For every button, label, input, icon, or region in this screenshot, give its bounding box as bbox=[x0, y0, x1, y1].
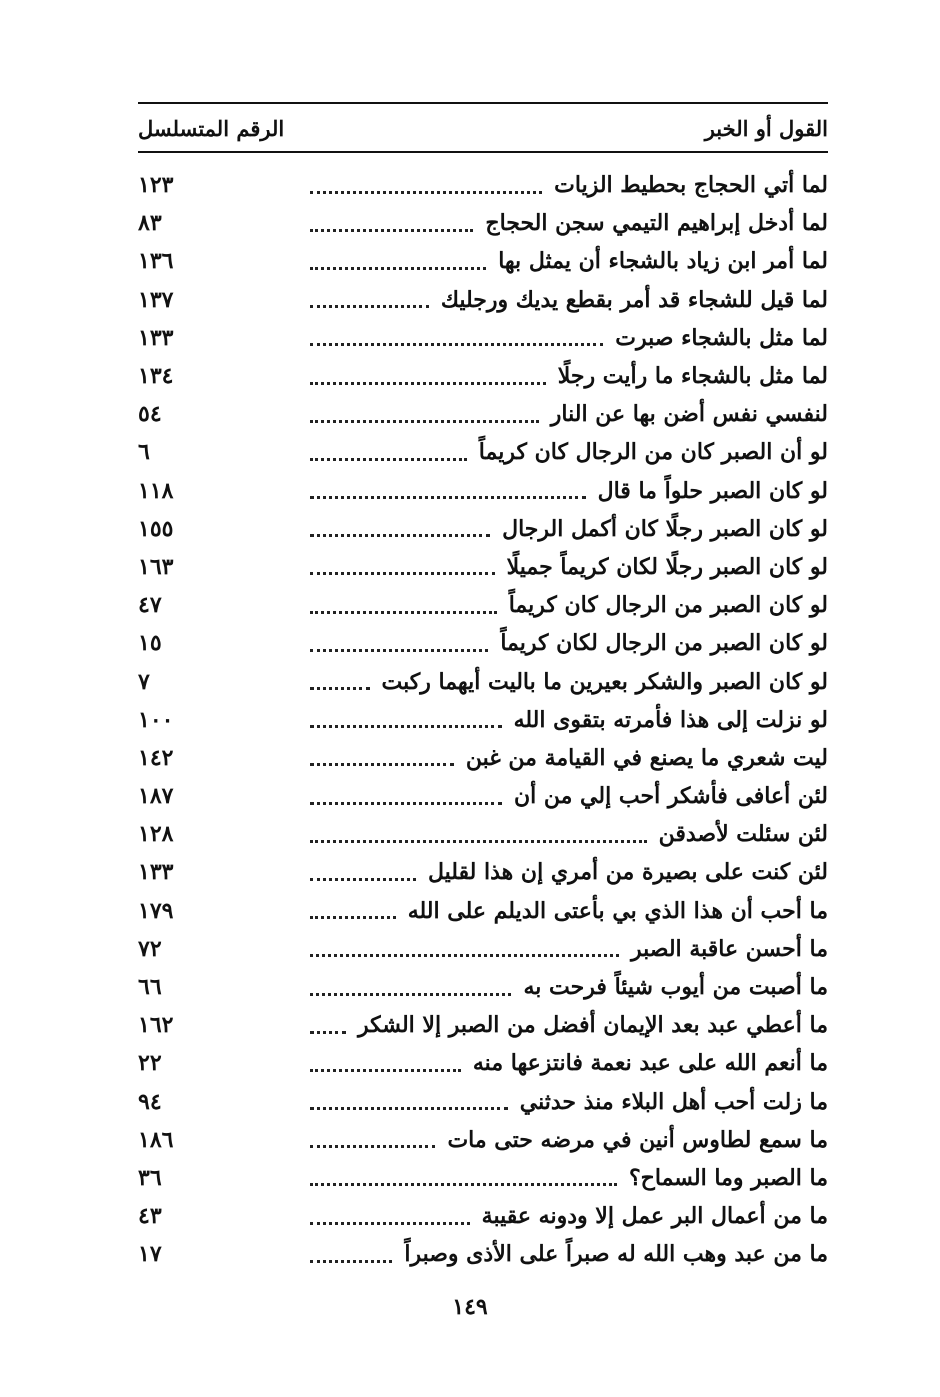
entry-number: ٧ bbox=[138, 668, 150, 695]
entry-text: لما قيل للشجاء قد أمر بقطع يديك ورجليك bbox=[440, 286, 828, 313]
entry-number: ٨٣ bbox=[138, 210, 162, 237]
index-entry-row bbox=[138, 662, 828, 700]
dot-leader bbox=[310, 343, 603, 346]
dot-leader bbox=[310, 229, 473, 232]
entry-number: ١٣٣ bbox=[138, 324, 174, 351]
header-top-rule bbox=[138, 102, 828, 104]
entry-text: ليت شعري ما يصنع في القيامة من غبن bbox=[465, 744, 828, 771]
entry-text: ما من عبد وهب الله له صبراً على الأذى وصبراً bbox=[404, 1241, 828, 1268]
entry-text: لما مثل بالشجاء ما رأيت رجلًا bbox=[557, 363, 828, 390]
dot-leader bbox=[310, 1260, 392, 1263]
page-number: ١٤٩ bbox=[452, 1294, 488, 1320]
dot-leader bbox=[310, 954, 619, 957]
entry-text: لو أن الصبر كان من الرجال كان كريماً bbox=[478, 439, 828, 466]
index-entry-row bbox=[138, 1235, 828, 1273]
index-entry-row bbox=[138, 1121, 828, 1159]
index-entry-row bbox=[138, 892, 828, 930]
entry-number: ٦٦ bbox=[138, 974, 162, 1001]
entry-text: لو كان الصبر رجلًا لكان كريماً جميلًا bbox=[506, 553, 828, 580]
dot-leader bbox=[310, 420, 539, 423]
index-entry-row bbox=[138, 319, 828, 357]
entry-text: لو كان الصبر حلواً ما قال bbox=[597, 477, 828, 504]
entry-text: لنفسي نفس أضن بها عن النار bbox=[550, 401, 828, 428]
dot-leader bbox=[310, 1183, 617, 1186]
entry-number: ٤٧ bbox=[138, 592, 162, 619]
entry-number: ١٤٢ bbox=[138, 744, 174, 771]
entry-number: ١٠٠ bbox=[138, 706, 174, 733]
entry-text: ما زلت أحب أهل البلاء منذ حدثني bbox=[519, 1088, 828, 1115]
entry-number: ٢٢ bbox=[138, 1050, 162, 1077]
entry-text: ما أصبت من أيوب شيئاً فرحت به bbox=[523, 974, 828, 1001]
index-entry-row bbox=[138, 930, 828, 968]
entry-text: لو نزلت إلى هذا فأمرته بتقوى الله bbox=[513, 706, 828, 733]
dot-leader bbox=[310, 802, 502, 805]
entry-number: ٩٤ bbox=[138, 1088, 162, 1115]
entry-text: ما أحب أن هذا الذي بي بأعتى الديلم على الله bbox=[407, 897, 828, 924]
index-entry-row bbox=[138, 510, 828, 548]
index-entry-row bbox=[138, 433, 828, 471]
entry-number: ١٢٣ bbox=[138, 172, 174, 199]
index-entry-row bbox=[138, 739, 828, 777]
index-entry-row bbox=[138, 1083, 828, 1121]
entry-number: ١٨٧ bbox=[138, 783, 174, 810]
dot-leader bbox=[310, 1069, 461, 1072]
index-entry-row bbox=[138, 853, 828, 891]
table-header bbox=[138, 108, 828, 148]
entry-number: ٦ bbox=[138, 439, 150, 466]
index-entry-row bbox=[138, 1159, 828, 1197]
dot-leader bbox=[310, 725, 502, 728]
entry-number: ١٢٨ bbox=[138, 821, 174, 848]
index-entry-row bbox=[138, 701, 828, 739]
entry-text: لئن أعافى فأشكر أحب إلي من أن bbox=[513, 783, 828, 810]
entry-text: ما أحسن عاقبة الصبر bbox=[630, 935, 828, 962]
entry-text: ما أعطي عبد بعد الإيمان أفضل من الصبر إلا الشكر bbox=[358, 1012, 828, 1039]
dot-leader bbox=[310, 649, 488, 652]
dot-leader bbox=[310, 305, 429, 308]
dot-leader bbox=[310, 1145, 435, 1148]
entry-text: لو كان الصبر والشكر بعيرين ما باليت أيهما ركبت bbox=[381, 668, 828, 695]
dot-leader bbox=[310, 840, 647, 843]
index-entries-list bbox=[138, 166, 828, 1273]
index-entry-row bbox=[138, 815, 828, 853]
dot-leader bbox=[310, 1107, 508, 1110]
entry-text: ما الصبر وما السماح؟ bbox=[629, 1164, 828, 1191]
entry-text: لو كان الصبر رجلًا كان أكمل الرجال bbox=[502, 515, 828, 542]
entry-number: ١٧٩ bbox=[138, 897, 174, 924]
index-entry-row bbox=[138, 777, 828, 815]
entry-number: ١٣٧ bbox=[138, 286, 174, 313]
index-entry-row bbox=[138, 968, 828, 1006]
entry-text: ما من أعمال البر عمل إلا ودونه عقيبة bbox=[481, 1203, 828, 1230]
entry-number: ٧٢ bbox=[138, 935, 162, 962]
dot-leader bbox=[310, 1031, 346, 1034]
entry-number: ١٣٦ bbox=[138, 248, 174, 275]
dot-leader bbox=[310, 534, 490, 537]
index-entry-row bbox=[138, 1006, 828, 1044]
index-entry-row bbox=[138, 1197, 828, 1235]
dot-leader bbox=[310, 1222, 470, 1225]
entry-text: لما أدخل إبراهيم التيمي سجن الحجاج bbox=[485, 210, 828, 237]
index-entry-row bbox=[138, 242, 828, 280]
index-entry-row bbox=[138, 395, 828, 433]
entry-number: ١١٨ bbox=[138, 477, 174, 504]
entry-text: لو كان الصبر من الرجال كان كريماً bbox=[508, 592, 828, 619]
index-entry-row bbox=[138, 624, 828, 662]
dot-leader bbox=[310, 611, 497, 614]
index-entry-row bbox=[138, 548, 828, 586]
index-entry-row bbox=[138, 357, 828, 395]
entry-number: ١٦٣ bbox=[138, 553, 174, 580]
dot-leader bbox=[310, 458, 467, 461]
dot-leader bbox=[310, 687, 370, 690]
index-entry-row bbox=[138, 472, 828, 510]
index-entry-row bbox=[138, 1044, 828, 1082]
dot-leader bbox=[310, 572, 495, 575]
entry-number: ١٣٤ bbox=[138, 363, 174, 390]
entry-text: لما أمر ابن زياد بالشجاء أن يمثل بها bbox=[498, 248, 828, 275]
entry-text: ما سمع لطاوس أنين في مرضه حتى مات bbox=[447, 1126, 828, 1153]
entry-number: ١٦٢ bbox=[138, 1012, 174, 1039]
header-serial-label: الرقم المتسلسل bbox=[138, 115, 285, 141]
dot-leader bbox=[310, 382, 546, 385]
entry-text: لو كان الصبر من الرجال لكان كريماً bbox=[500, 630, 828, 657]
entry-text: لما أتي الحجاج بحطيط الزيات bbox=[554, 172, 828, 199]
header-bottom-rule bbox=[138, 151, 828, 153]
index-entry-row bbox=[138, 586, 828, 624]
entry-number: ١٨٦ bbox=[138, 1126, 174, 1153]
dot-leader bbox=[310, 763, 454, 766]
index-entry-row bbox=[138, 204, 828, 242]
entry-text: ما أنعم الله على عبد نعمة فانتزعها منه bbox=[472, 1050, 828, 1077]
entry-number: ١٣٣ bbox=[138, 859, 174, 886]
entry-number: ١٥ bbox=[138, 630, 162, 657]
entry-number: ٣٦ bbox=[138, 1164, 162, 1191]
dot-leader bbox=[310, 916, 396, 919]
entry-number: ١٧ bbox=[138, 1241, 162, 1268]
entry-number: ١٥٥ bbox=[138, 515, 174, 542]
index-entry-row bbox=[138, 281, 828, 319]
dot-leader bbox=[310, 191, 542, 194]
entry-text: لما مثل بالشجاء صبرت bbox=[615, 324, 828, 351]
entry-number: ٤٣ bbox=[138, 1203, 162, 1230]
entry-number: ٥٤ bbox=[138, 401, 162, 428]
dot-leader bbox=[310, 993, 511, 996]
dot-leader bbox=[310, 267, 486, 270]
entry-text: لئن سئلت لأصدقن bbox=[658, 821, 828, 848]
dot-leader bbox=[310, 878, 416, 881]
entry-text: لئن كنت على بصيرة من أمري إن هذا لقليل bbox=[427, 859, 828, 886]
header-saying-label: القول أو الخبر bbox=[704, 115, 828, 141]
dot-leader bbox=[310, 496, 586, 499]
index-entry-row bbox=[138, 166, 828, 204]
